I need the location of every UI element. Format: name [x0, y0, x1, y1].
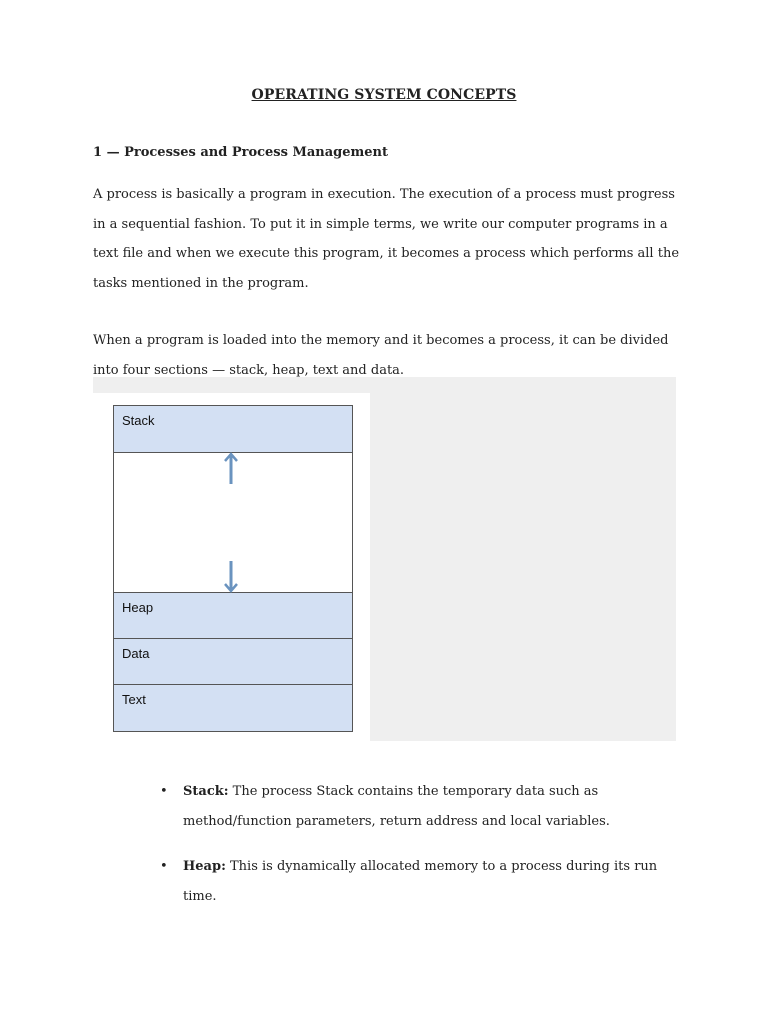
- heap-segment: [114, 592, 352, 639]
- bullet-list: [93, 777, 693, 927]
- bullet-term: Stack:: [183, 784, 229, 799]
- text-segment: [114, 685, 352, 731]
- stack-segment: [114, 406, 352, 453]
- data-segment: [114, 639, 352, 685]
- text-label: Text: [122, 692, 146, 707]
- bullet-icon: •: [160, 859, 168, 874]
- arrow-down-icon: [224, 559, 238, 593]
- list-item: [93, 777, 693, 836]
- paragraph-process-definition: A process is basically a program in execution. The execution of a process must progress in a sequential fashion. To put it in simple terms, we write our computer programs in a text file and when we execute this program, it becomes a process which performs all the tasks mentioned in the program.: [93, 187, 680, 291]
- document-title: OPERATING SYSTEM CONCEPTS: [251, 87, 517, 103]
- section-heading: 1 — Processes and Process Management: [93, 145, 389, 160]
- stack-label: Stack: [122, 413, 155, 428]
- bullet-icon: •: [160, 784, 168, 799]
- heap-label: Heap: [122, 600, 154, 615]
- data-label: Data: [122, 646, 150, 661]
- bullet-text: The process Stack contains the temporary data such as method/function parameters, return address and local variables.: [183, 784, 610, 829]
- list-item: [93, 852, 693, 911]
- bullet-text: This is dynamically allocated memory to a process during its run time.: [183, 859, 658, 904]
- bullet-term: Heap:: [183, 859, 226, 874]
- arrow-up-icon: [224, 452, 238, 486]
- paragraph-process-sections: When a program is loaded into the memory and it becomes a process, it can be divided into four sections — stack, heap, text and data.: [93, 333, 669, 378]
